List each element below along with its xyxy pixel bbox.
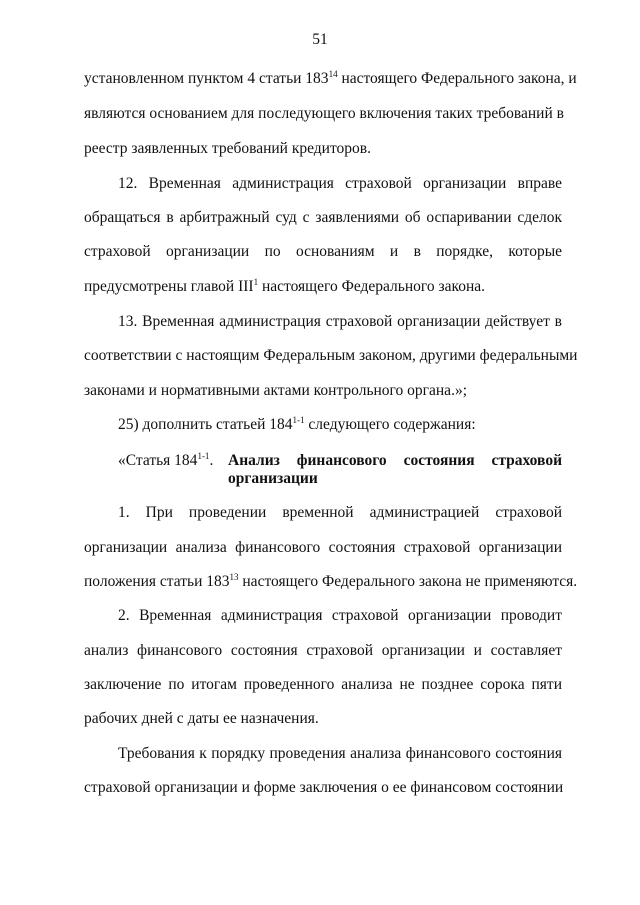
paragraph-13-line-3: законами и нормативными актами контрольного органа.»; xyxy=(84,382,467,399)
superscript: 1-1 xyxy=(197,451,210,461)
paragraph-continuation-line-1: установленном пунктом 4 статьи $183^{14}$ настоящего Федерального закона, и xyxy=(84,69,577,87)
article-paragraph-1-line-1: 1. При проведении временной администрацией страховой xyxy=(118,504,562,521)
paragraph-12-line-2: обращаться в арбитражный суд с заявлениями об оспаривании сделок xyxy=(84,209,562,226)
article-paragraph-3-line-2: страховой организации и форме заключения о ее финансовом состоянии xyxy=(84,779,564,796)
paragraph-13-line-2: соответствии с настоящим Федеральным законом, другими федеральными xyxy=(84,347,578,364)
paragraph-continuation-line-2: являются основанием для последующего включения таких требований в xyxy=(84,105,564,122)
article-title xyxy=(228,452,562,488)
paragraph-13-line-1: 13. Временная администрация страховой организации действует в xyxy=(118,313,562,330)
superscript: 14 xyxy=(328,69,338,79)
document-body xyxy=(84,0,578,905)
paragraph-continuation-line-3: реестр заявленных требований кредиторов. xyxy=(84,140,371,157)
article-paragraph-1-line-3: положения статьи $183^{13}$ настоящего Федерального закона не применяются. xyxy=(84,572,578,590)
article-title-line-2: организации xyxy=(228,470,318,487)
article-paragraph-3-line-1: Требования к порядку проведения анализа финансового состояния xyxy=(118,745,562,762)
paragraph-12-line-3: страховой организации по основаниям и в порядке, которые xyxy=(84,243,562,260)
paragraph-12-line-1: 12. Временная администрация страховой организации вправе xyxy=(118,175,562,192)
article-paragraph-2-line-2: анализ финансового состояния страховой организации и составляет xyxy=(84,642,562,659)
article-paragraph-2-line-1: 2. Временная администрация страховой организации проводит xyxy=(118,607,562,624)
article-paragraph-2-line-3: заключение по итогам проведенного анализа не позднее сорока пяти xyxy=(84,676,562,693)
item-25-line: 25) дополнить статьей 184$^{1-1}$ следующего содержания: xyxy=(118,415,476,433)
article-paragraph-2-line-4: рабочих дней с даты ее назначения. xyxy=(84,710,319,727)
article-title-line-1: Анализ финансового состояния страховой xyxy=(228,452,562,469)
article-label: «Статья 184$^{1-1}$. xyxy=(118,451,214,469)
superscript: 13 xyxy=(229,572,239,582)
page-number: 51 xyxy=(312,31,328,48)
article-paragraph-1-line-2: организации анализа финансового состояния страховой организации xyxy=(84,539,562,556)
superscript: 1 xyxy=(253,277,259,287)
superscript: 1-1 xyxy=(292,415,305,425)
paragraph-12-line-4: предусмотрены главой III$^1$ настоящего Федерального закона. xyxy=(84,277,486,295)
